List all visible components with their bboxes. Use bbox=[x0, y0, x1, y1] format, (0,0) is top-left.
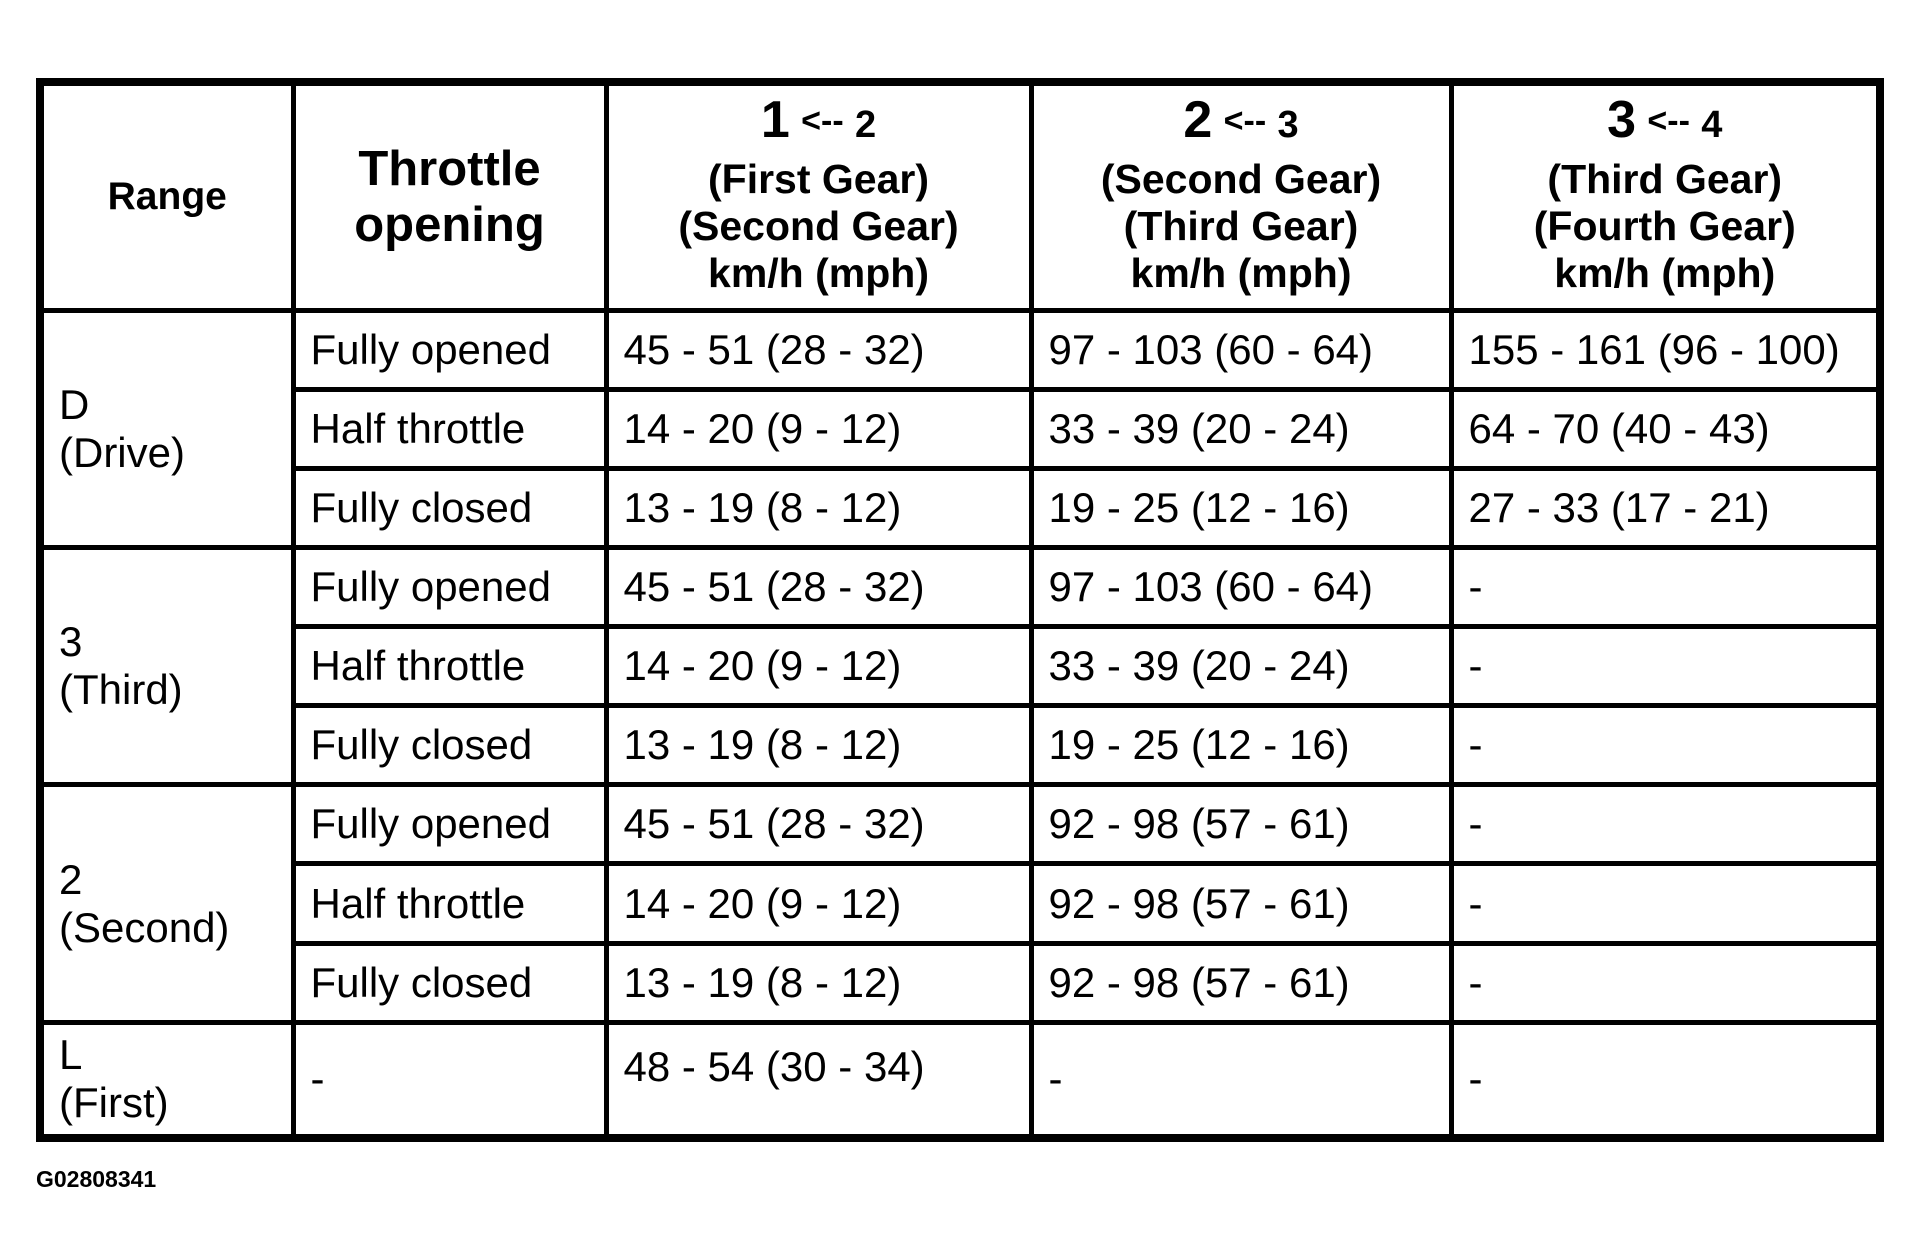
shift-1-2-cell: 14 - 20 (9 - 12) bbox=[606, 389, 1031, 468]
shift-1-2-cell: 13 - 19 (8 - 12) bbox=[606, 468, 1031, 547]
throttle-cell: Half throttle bbox=[293, 864, 606, 943]
range-cell-third bbox=[40, 547, 293, 784]
gear-label-to: (Second Gear) bbox=[678, 202, 959, 249]
table-row bbox=[40, 310, 1880, 389]
range-code: 2 bbox=[59, 855, 83, 903]
shift-3-4-cell: - bbox=[1451, 627, 1880, 706]
shift-2-3-column-header bbox=[1031, 82, 1451, 310]
range-code: D bbox=[59, 380, 90, 428]
shift-1-2-cell: 13 - 19 (8 - 12) bbox=[606, 943, 1031, 1022]
gear-label-from: (Third Gear) bbox=[1547, 155, 1783, 202]
shift-1-2-cell: 45 - 51 (28 - 32) bbox=[606, 310, 1031, 389]
shift-3-4-cell: - bbox=[1451, 547, 1880, 626]
shift-label: 1 <-- 2 bbox=[760, 90, 877, 149]
shift-3-4-cell: 27 - 33 (17 - 21) bbox=[1451, 468, 1880, 547]
shift-2-3-cell: 97 - 103 (60 - 64) bbox=[1031, 310, 1451, 389]
shift-2-3-cell: 92 - 98 (57 - 61) bbox=[1031, 864, 1451, 943]
shift-2-3-cell: 33 - 39 (20 - 24) bbox=[1031, 627, 1451, 706]
throttle-cell: - bbox=[293, 1022, 606, 1138]
shift-3-4-cell: - bbox=[1451, 1022, 1880, 1138]
shift-3-4-cell: - bbox=[1451, 785, 1880, 864]
shift-2-3-cell: 92 - 98 (57 - 61) bbox=[1031, 943, 1451, 1022]
range-column-header: Range bbox=[40, 82, 293, 310]
throttle-header-line-1: Throttle bbox=[358, 141, 541, 196]
shift-speed-table bbox=[36, 78, 1884, 1142]
shift-label: 2 <-- 3 bbox=[1183, 90, 1299, 149]
throttle-cell: Half throttle bbox=[293, 627, 606, 706]
table-row bbox=[40, 627, 1880, 706]
shift-3-4-cell: 64 - 70 (40 - 43) bbox=[1451, 389, 1880, 468]
shift-1-2-cell: 48 - 54 (30 - 34) bbox=[606, 1022, 1031, 1138]
range-name: (Second) bbox=[59, 903, 230, 951]
throttle-cell: Fully opened bbox=[293, 310, 606, 389]
throttle-cell: Fully opened bbox=[293, 547, 606, 626]
shift-1-2-column-header bbox=[606, 82, 1031, 310]
table-row bbox=[40, 864, 1880, 943]
table-row bbox=[40, 1022, 1880, 1138]
range-name: (Third) bbox=[59, 666, 183, 714]
gear-label-to: (Fourth Gear) bbox=[1533, 202, 1796, 249]
range-code: 3 bbox=[59, 618, 83, 666]
shift-3-4-cell: - bbox=[1451, 864, 1880, 943]
throttle-cell: Fully opened bbox=[293, 785, 606, 864]
throttle-cell: Fully closed bbox=[293, 468, 606, 547]
range-cell-drive bbox=[40, 310, 293, 547]
range-cell-first bbox=[40, 1022, 293, 1138]
throttle-cell: Half throttle bbox=[293, 389, 606, 468]
shift-2-3-cell: - bbox=[1031, 1022, 1451, 1138]
header-row bbox=[40, 82, 1880, 310]
gear-label-from: (First Gear) bbox=[708, 155, 929, 202]
shift-2-3-cell: 97 - 103 (60 - 64) bbox=[1031, 547, 1451, 626]
shift-3-4-column-header bbox=[1451, 82, 1880, 310]
table-row bbox=[40, 468, 1880, 547]
shift-2-3-cell: 92 - 98 (57 - 61) bbox=[1031, 785, 1451, 864]
shift-1-2-cell: 13 - 19 (8 - 12) bbox=[606, 706, 1031, 785]
shift-2-3-cell: 33 - 39 (20 - 24) bbox=[1031, 389, 1451, 468]
table-row bbox=[40, 547, 1880, 626]
throttle-header-line-2: opening bbox=[354, 197, 545, 252]
gear-label-to: (Third Gear) bbox=[1123, 202, 1359, 249]
shift-label: 3 <-- 4 bbox=[1607, 90, 1723, 149]
table-row bbox=[40, 785, 1880, 864]
throttle-cell: Fully closed bbox=[293, 943, 606, 1022]
shift-3-4-cell: 155 - 161 (96 - 100) bbox=[1451, 310, 1880, 389]
shift-1-2-cell: 14 - 20 (9 - 12) bbox=[606, 864, 1031, 943]
unit-label: km/h (mph) bbox=[708, 249, 929, 296]
range-name: (First) bbox=[59, 1079, 169, 1127]
shift-1-2-cell: 45 - 51 (28 - 32) bbox=[606, 547, 1031, 626]
unit-label: km/h (mph) bbox=[1554, 249, 1776, 296]
range-name: (Drive) bbox=[59, 428, 185, 476]
figure-id-caption: G02808341 bbox=[36, 1166, 157, 1192]
shift-1-2-cell: 14 - 20 (9 - 12) bbox=[606, 627, 1031, 706]
table-row bbox=[40, 706, 1880, 785]
shift-1-2-cell: 45 - 51 (28 - 32) bbox=[606, 785, 1031, 864]
shift-3-4-cell: - bbox=[1451, 943, 1880, 1022]
shift-2-3-cell: 19 - 25 (12 - 16) bbox=[1031, 706, 1451, 785]
gear-label-from: (Second Gear) bbox=[1100, 155, 1382, 202]
shift-2-3-cell: 19 - 25 (12 - 16) bbox=[1031, 468, 1451, 547]
table-row bbox=[40, 943, 1880, 1022]
range-cell-second bbox=[40, 785, 293, 1022]
throttle-cell: Fully closed bbox=[293, 706, 606, 785]
unit-label: km/h (mph) bbox=[1130, 249, 1352, 296]
table-row bbox=[40, 389, 1880, 468]
range-code: L bbox=[59, 1031, 83, 1079]
throttle-column-header bbox=[293, 82, 606, 310]
shift-3-4-cell: - bbox=[1451, 706, 1880, 785]
